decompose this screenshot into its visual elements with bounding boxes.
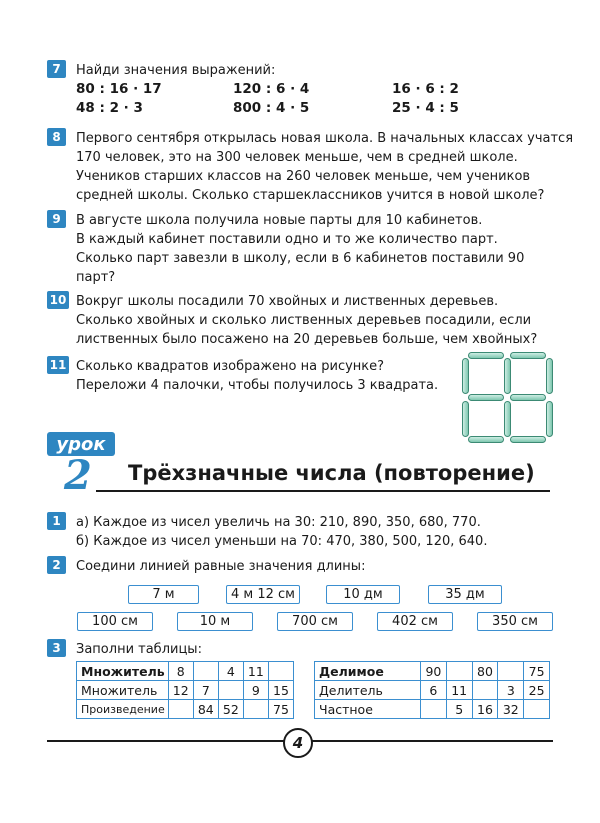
table-cell[interactable]: 75 (268, 700, 293, 719)
table-cell[interactable] (218, 681, 243, 700)
matchstick (510, 436, 546, 443)
table-cell[interactable]: 25 (524, 681, 550, 700)
title-underline (96, 490, 550, 492)
matchstick (546, 401, 553, 437)
length-box-top[interactable]: 35 дм (428, 585, 502, 604)
length-box-bottom[interactable]: 100 см (77, 612, 153, 631)
table-cell[interactable]: 11 (446, 681, 472, 700)
matchstick (504, 401, 511, 437)
matchstick (504, 358, 511, 394)
table-cell[interactable]: 4 (218, 662, 243, 681)
task-9-line: парт? (76, 270, 116, 285)
task-8-line: Учеников старших классов на 260 человек меньше, чем учеников (76, 169, 531, 184)
table-cell[interactable]: 12 (168, 681, 193, 700)
matchstick (468, 436, 504, 443)
table-cell[interactable]: 6 (421, 681, 447, 700)
table-cell[interactable] (243, 700, 268, 719)
length-box-top[interactable]: 7 м (128, 585, 199, 604)
task-9-line: В августе школа получила новые парты для 10 кабинетов. (76, 213, 483, 228)
expression: 48 : 2 · 3 (76, 100, 143, 116)
length-box-top[interactable]: 4 м 12 см (226, 585, 300, 604)
task-11-line: Переложи 4 палочки, чтобы получилось 3 квадрата. (76, 378, 439, 393)
lesson-number: 2 (64, 452, 92, 499)
page-number: 4 (283, 728, 313, 758)
length-box-bottom[interactable]: 700 см (277, 612, 353, 631)
table-cell[interactable] (168, 700, 193, 719)
task-10-line: лиственных было посажено на 20 деревьев больше, чем хвойных? (76, 332, 538, 347)
lesson-task-1-line: б) Каждое из чисел уменьши на 70: 470, 380, 500, 120, 640. (76, 534, 488, 549)
task-9-number: 9 (47, 210, 66, 228)
table-cell[interactable]: 8 (168, 662, 193, 681)
task-9-line: Сколько парт завезли в школу, если в 6 кабинетов поставили 90 (76, 251, 525, 266)
expression: 80 : 16 · 17 (76, 81, 162, 97)
matchstick (462, 358, 469, 394)
table-cell[interactable]: 11 (243, 662, 268, 681)
length-box-bottom[interactable]: 350 см (477, 612, 553, 631)
table-cell[interactable]: 3 (498, 681, 524, 700)
lesson-task-3-number: 3 (47, 639, 66, 657)
table-cell[interactable] (472, 681, 498, 700)
task-8-line: 170 человек, это на 300 человек меньше, чем в средней школе. (76, 150, 518, 165)
task-7-title: Найди значения выражений: (76, 63, 276, 78)
task-7-number: 7 (47, 60, 66, 78)
task-10-number: 10 (47, 291, 69, 309)
matchstick (510, 394, 546, 401)
table-row (315, 662, 550, 681)
task-8-number: 8 (47, 128, 66, 146)
table-cell[interactable] (498, 662, 524, 681)
table-row (315, 681, 550, 700)
task-10-line: Сколько хвойных и сколько лиственных деревьев посадили, если (76, 313, 532, 328)
length-box-bottom[interactable]: 402 см (377, 612, 453, 631)
matchstick (546, 358, 553, 394)
table-cell[interactable] (446, 662, 472, 681)
matchstick-figure (462, 352, 552, 444)
matchstick (468, 352, 504, 359)
table-cell[interactable]: 9 (243, 681, 268, 700)
table-cell[interactable]: 84 (193, 700, 218, 719)
lesson-task-2-title: Соедини линией равные значения длины: (76, 559, 366, 574)
row-label: Множитель (77, 681, 169, 700)
division-table (314, 661, 550, 719)
lesson-title: Трёхзначные числа (повторение) (128, 461, 535, 485)
task-11-line: Сколько квадратов изображено на рисунке? (76, 359, 385, 374)
table-row (315, 700, 550, 719)
lesson-task-1-number: 1 (47, 512, 66, 530)
task-11-number: 11 (47, 356, 69, 374)
table-cell[interactable] (421, 700, 447, 719)
table-row (77, 681, 294, 700)
table-cell[interactable]: 90 (421, 662, 447, 681)
lesson-task-2-number: 2 (47, 556, 66, 574)
row-label: Делимое (315, 662, 421, 681)
table-cell[interactable]: 52 (218, 700, 243, 719)
matchstick (462, 401, 469, 437)
task-8-line: Первого сентября открылась новая школа. В начальных классах учатся (76, 131, 574, 146)
lesson-task-1-line: а) Каждое из чисел увеличь на 30: 210, 890, 350, 680, 770. (76, 515, 481, 530)
table-cell[interactable]: 5 (446, 700, 472, 719)
multiplication-table (76, 661, 294, 719)
matchstick (468, 394, 504, 401)
length-box-top[interactable]: 10 дм (326, 585, 400, 604)
expression: 120 : 6 · 4 (233, 81, 310, 97)
lesson-task-3-title: Заполни таблицы: (76, 642, 202, 657)
expression: 16 · 6 : 2 (392, 81, 459, 97)
table-cell[interactable]: 15 (268, 681, 293, 700)
task-9-line: В каждый кабинет поставили одно и то же количество парт. (76, 232, 498, 247)
table-cell[interactable]: 75 (524, 662, 550, 681)
table-cell[interactable] (268, 662, 293, 681)
expression: 800 : 4 · 5 (233, 100, 310, 116)
matchstick (510, 352, 546, 359)
task-8-line: средней школы. Сколько старшеклассников учится в новой школе? (76, 188, 545, 203)
row-label: Делитель (315, 681, 421, 700)
table-row (77, 662, 294, 681)
task-10-line: Вокруг школы посадили 70 хвойных и лиственных деревьев. (76, 294, 499, 309)
length-box-bottom[interactable]: 10 м (177, 612, 253, 631)
expression: 25 · 4 : 5 (392, 100, 459, 116)
row-label: Частное (315, 700, 421, 719)
table-cell[interactable] (193, 662, 218, 681)
table-cell[interactable]: 7 (193, 681, 218, 700)
table-cell[interactable] (524, 700, 550, 719)
table-cell[interactable]: 16 (472, 700, 498, 719)
lesson-label: урок (47, 432, 115, 456)
table-cell[interactable]: 32 (498, 700, 524, 719)
row-label: Произведение (77, 700, 169, 719)
table-row (77, 700, 294, 719)
row-label: Множитель (77, 662, 169, 681)
table-cell[interactable]: 80 (472, 662, 498, 681)
